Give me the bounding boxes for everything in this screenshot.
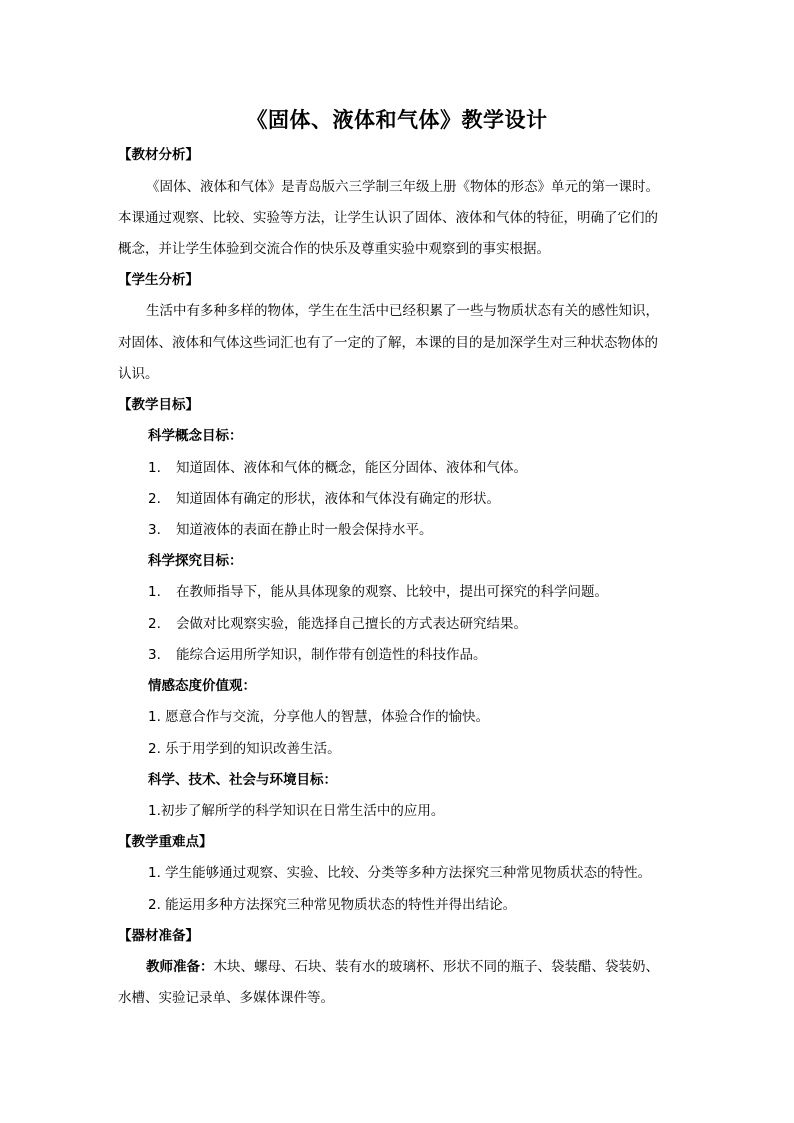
list-item: 2. 能运用多种方法探究三种常见物质状态的特性并得出结论。 xyxy=(148,897,517,913)
subheading-concept-goals: 科学概念目标： xyxy=(148,428,243,444)
list-item-number: 1. xyxy=(148,584,161,600)
list-item-number: 3. xyxy=(148,647,161,663)
list-item: 1. 愿意合作与交流，分享他人的智慧，体验合作的愉快。 xyxy=(148,709,490,725)
paragraph-line: 水槽、实验记录单、多媒体课件等。 xyxy=(118,990,334,1006)
paragraph-line: 概念，并让学生体验到交流合作的快乐及尊重实验中观察到的事实根据。 xyxy=(118,241,550,257)
list-item: 在教师指导下，能从具体现象的观察、比较中，提出可探究的科学问题。 xyxy=(176,584,608,600)
list-item: 1. 学生能够通过观察、实验、比较、分类等多种方法探究三种常见物质状态的特性。 xyxy=(148,865,652,881)
section-heading-student-analysis: 【学生分析】 xyxy=(118,272,199,288)
list-item-number: 2. xyxy=(148,491,161,507)
list-item-number: 3. xyxy=(148,522,161,538)
paragraph-line: 认识。 xyxy=(118,366,159,382)
subheading-attitude-goals: 情感态度价值观： xyxy=(148,678,256,694)
paragraph-line: 对固体、液体和气体这些词汇也有了一定的了解，本课的目的是加深学生对三种状态物体的 xyxy=(118,335,658,351)
section-heading-materials: 【器材准备】 xyxy=(118,928,199,944)
list-item-number: 2. xyxy=(148,616,161,632)
list-item: 会做对比观察实验，能选择自己擅长的方式表达研究结果。 xyxy=(176,616,527,632)
list-item-number: 1. xyxy=(148,460,161,476)
list-item: 1.初步了解所学的科学知识在日常生活中的应用。 xyxy=(148,803,445,819)
list-item: 2. 乐于用学到的知识改善生活。 xyxy=(148,741,341,757)
paragraph-line: 本课通过观察、比较、实验等方法，让学生认识了固体、液体和气体的特征，明确了它们的 xyxy=(118,210,658,226)
subheading-inquiry-goals: 科学探究目标： xyxy=(148,553,243,569)
list-item: 知道固体、液体和气体的概念，能区分固体、液体和气体。 xyxy=(176,460,527,476)
list-item: 知道固体有确定的形状，液体和气体没有确定的形状。 xyxy=(176,491,500,507)
teacher-prep-label: 教师准备： xyxy=(146,959,214,975)
paragraph-line: 生活中有多种多样的物体，学生在生活中已经积累了一些与物质状态有关的感性知识， xyxy=(146,303,659,319)
list-item: 能综合运用所学知识，制作带有创造性的科技作品。 xyxy=(176,647,487,663)
paragraph-line: 《固体、液体和气体》是青岛版六三学制三年级上册《物体的形态》单元的第一课时。 xyxy=(146,179,659,195)
section-heading-teaching-goals: 【教学目标】 xyxy=(118,397,199,413)
document-title: 《固体、液体和气体》教学设计 xyxy=(246,108,548,132)
materials-list: 木块、螺母、石块、装有水的玻璃杯、形状不同的瓶子、袋装醋、袋装奶、 xyxy=(213,959,659,975)
section-heading-key-points: 【教学重难点】 xyxy=(118,834,213,850)
paragraph-line xyxy=(146,958,659,976)
section-heading-material-analysis: 【教材分析】 xyxy=(118,147,199,163)
subheading-sts-goals: 科学、技术、社会与环境目标： xyxy=(148,772,337,788)
list-item: 知道液体的表面在静止时一般会保持水平。 xyxy=(176,522,433,538)
